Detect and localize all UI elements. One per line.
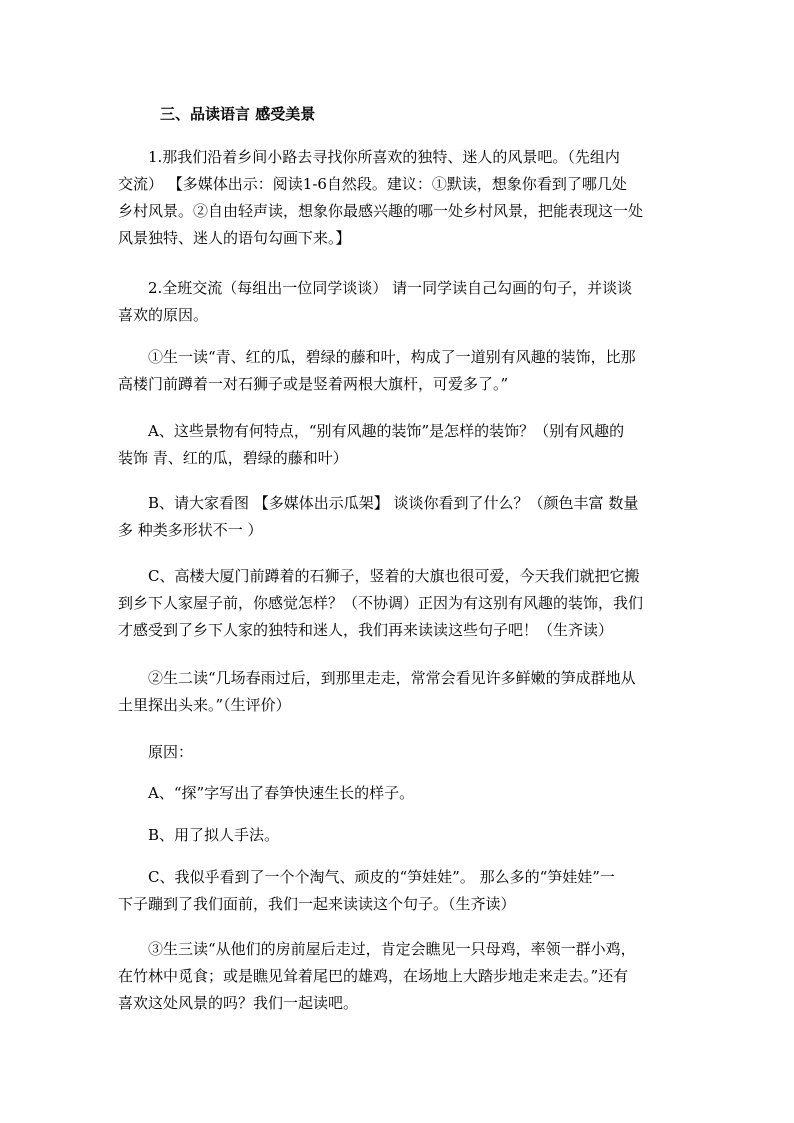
text-line: 喜欢的原因。 xyxy=(118,306,209,324)
paragraph-6 xyxy=(118,563,678,644)
paragraph-10 xyxy=(118,822,678,849)
paragraph-7 xyxy=(118,665,678,719)
paragraph-4 xyxy=(118,418,678,472)
text-line: C、高楼大厦门前蹲着的石狮子，竖着的大旗也很可爱，今天我们就把它搬 xyxy=(148,567,640,585)
paragraph-8 xyxy=(118,739,678,766)
section-heading: 三、品读语言 感受美景 xyxy=(160,105,316,123)
paragraph-12 xyxy=(118,936,678,1017)
text-line: 1.那我们沿着乡间小路去寻找你所喜欢的独特、迷人的风景吧。（先组内 xyxy=(148,148,620,166)
text-line: ③生三读“从他们的房前屋后走过，肯定会瞧见一只母鸡，率领一群小鸡， xyxy=(148,940,636,958)
text-line: 交流） 【多媒体出示：阅读1-6自然段。建议：①默读，想象你看到了哪几处 xyxy=(118,175,627,193)
text-line: 2.全班交流（每组出一位同学谈谈） 请一同学读自己勾画的句子，并谈谈 xyxy=(148,279,633,297)
text-line: ②生二读“几场春雨过后，到那里走走，常常会看见许多鲜嫩的笋成群地从 xyxy=(148,669,636,687)
text-line: B、请大家看图 【多媒体出示瓜架】 谈谈你看到了什么？（颜色丰富 数量 xyxy=(148,494,639,512)
text-line: ①生一读“青、红的瓜，碧绿的藤和叶，构成了一道别有风趣的装饰，比那 xyxy=(148,348,636,366)
text-line: 下子蹦到了我们面前，我们一起来读读这个句子。（生齐读） xyxy=(118,895,516,913)
text-line: A、“探”字写出了春笋快速生长的样子。 xyxy=(148,784,415,802)
text-line: A、这些景物有何特点，“别有风趣的装饰”是怎样的装饰？（别有风趣的 xyxy=(148,422,625,440)
paragraph-2 xyxy=(118,275,678,329)
paragraph-9 xyxy=(118,780,678,807)
text-line: 高楼门前蹲着一对石狮子或是竖着两根大旗杆，可爱多了。” xyxy=(118,375,509,393)
text-line: 到乡下人家屋子前，你感觉怎样？（不协调）正因为有这别有风趣的装饰，我们 xyxy=(118,594,644,612)
paragraph-5 xyxy=(118,490,678,544)
text-line: 乡村风景。②自由轻声读，想象你最感兴趣的哪一处乡村风景，把能表现这一处 xyxy=(118,202,644,220)
text-line: 土里探出头来。”（生评价） xyxy=(118,696,291,714)
text-line: 装饰 青、红的瓜，碧绿的藤和叶） xyxy=(118,449,348,467)
text-line: C、我似乎看到了一个个淘气、顽皮的“笋娃娃”。 那么多的“笋娃娃”一 xyxy=(148,868,615,886)
text-line: 喜欢这处风景的吗？我们一起读吧。 xyxy=(118,994,359,1012)
text-line: 才感受到了乡下人家的独特和迷人，我们再来读读这些句子吧！（生齐读） xyxy=(118,621,614,639)
text-line: 风景独特、迷人的语句勾画下来。】 xyxy=(118,229,351,247)
text-line: B、用了拟人手法。 xyxy=(148,826,280,844)
paragraph-1 xyxy=(118,144,678,252)
paragraph-11 xyxy=(118,864,678,918)
text-line: 在竹林中觅食；或是瞧见耸着尾巴的雄鸡，在场地上大踏步地走来走去。”还有 xyxy=(118,967,629,985)
text-line: 多 种类多形状不一 ） xyxy=(118,521,263,539)
text-line: 原因： xyxy=(148,743,194,761)
paragraph-3 xyxy=(118,344,678,398)
